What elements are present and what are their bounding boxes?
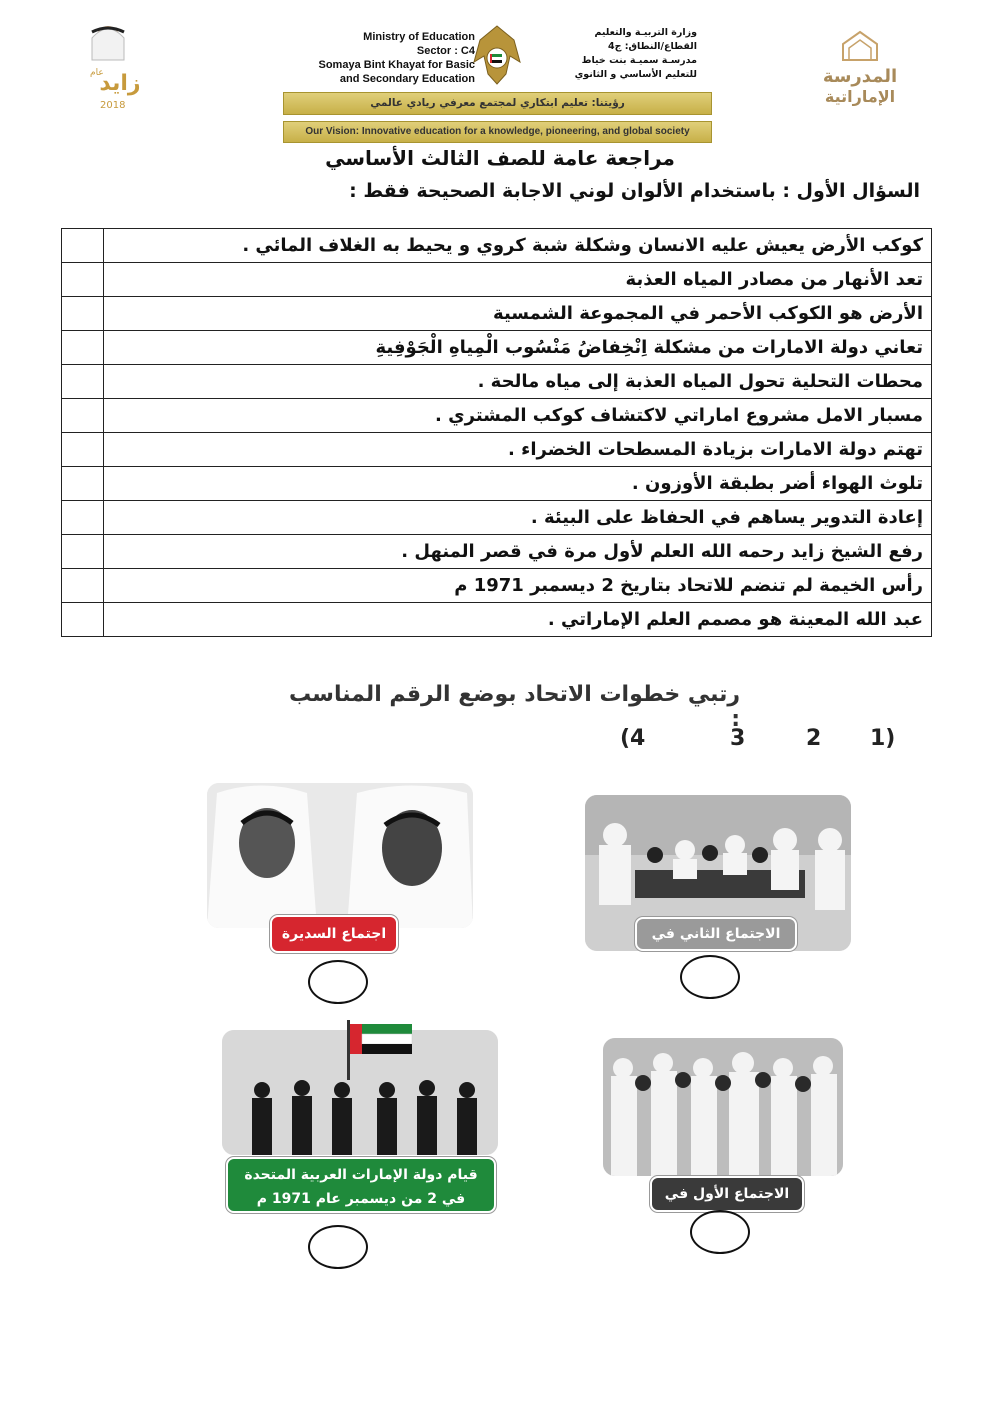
question-2-instruction: رتبي خطوات الاتحاد بوضع الرقم المناسب : (289, 682, 740, 732)
order-number-4: (4 (620, 726, 646, 751)
table-row (62, 331, 932, 365)
statement-text: إعادة التدوير يساهم في الحفاظ على البيئة . (104, 501, 932, 535)
statement-text: تلوث الهواء أضر بطبقة الأوزون . (104, 467, 932, 501)
answer-cell[interactable] (62, 535, 104, 569)
answer-cell[interactable] (62, 297, 104, 331)
ministry-info-arabic (522, 26, 697, 82)
table-row (62, 229, 932, 263)
answer-cell[interactable] (62, 365, 104, 399)
caption-second-dubai-meeting: الاجتماع الثاني في دبي (635, 917, 797, 951)
answer-circle[interactable] (680, 955, 740, 999)
school-type-line-ar: للتعليم الأساسي و الثانوي (574, 69, 697, 80)
emirati-school-logo (805, 30, 915, 110)
statement-text: عبد الله المعينة هو مصمم العلم الإماراتي . (104, 603, 932, 637)
zayed-logo-word: زايد (99, 71, 141, 96)
photo-sudairah-meeting (207, 783, 473, 928)
sector-line-ar: القطاع/النطاق: ج4 (607, 41, 697, 52)
order-number-2: 2 (806, 726, 822, 751)
table-row (62, 467, 932, 501)
table-row (62, 603, 932, 637)
school-logo-line2: الإماراتية (824, 87, 896, 106)
vision-banner-arabic: رؤيتنا: تعليم ابتكاري لمجتمع معرفي ريادي عالمي (283, 92, 712, 115)
table-row (62, 535, 932, 569)
answer-cell[interactable] (62, 399, 104, 433)
answer-cell[interactable] (62, 569, 104, 603)
answer-cell[interactable] (62, 603, 104, 637)
caption-first-dubai-meeting: الاجتماع الأول في دبي (650, 1176, 804, 1212)
school-logo-line1: المدرسة (822, 66, 898, 87)
statement-text: محطات التحلية تحول المياه العذبة إلى مياه مالحة . (104, 365, 932, 399)
answer-circle[interactable] (308, 960, 368, 1004)
answer-cell[interactable] (62, 467, 104, 501)
ministry-line-ar: وزارة التربيـة والتعليم (594, 27, 697, 38)
order-number-1: 1) (870, 726, 896, 751)
leaders-portrait-photo (207, 783, 473, 928)
table-row (62, 569, 932, 603)
statement-text: تهتم دولة الامارات بزيادة المسطحات الخضراء . (104, 433, 932, 467)
page-title: مراجعة عامة للصف الثالث الأساسي (325, 146, 675, 170)
answer-cell[interactable] (62, 331, 104, 365)
answer-cell[interactable] (62, 501, 104, 535)
zayed-logo-year-word: عام (90, 68, 104, 78)
answer-circle[interactable] (690, 1210, 750, 1254)
uae-flag-icon (345, 1020, 415, 1080)
answer-cell[interactable] (62, 263, 104, 297)
table-row (62, 399, 932, 433)
crowd-photo (603, 1038, 843, 1176)
statement-text: مسبار الامل مشروع اماراتي لاكتشاف كوكب المشتري . (104, 399, 932, 433)
sector-line: Sector : C4 (416, 45, 475, 57)
ministry-info-english (285, 30, 475, 86)
school-type-line: and Secondary Education (339, 73, 475, 85)
statement-text: تعد الأنهار من مصادر المياه العذبة (104, 263, 932, 297)
statement-text: الأرض هو الكوكب الأحمر في المجموعة الشمسية (104, 297, 932, 331)
caption-sudairah-meeting: اجتماع السديرة (270, 915, 398, 953)
answer-cell[interactable] (62, 433, 104, 467)
table-row (62, 365, 932, 399)
ministry-line: Ministry of Education (363, 31, 475, 43)
table-row (62, 297, 932, 331)
year-of-zayed-logo (80, 20, 155, 115)
answer-circle[interactable] (308, 1225, 368, 1269)
photo-first-dubai-meeting (603, 1038, 843, 1176)
question-1-instruction: السؤال الأول : باستخدام الألوان لوني الاجابة الصحيحة فقط : (349, 180, 920, 202)
table-row (62, 433, 932, 467)
school-name-line: Somaya Bint Khayat for Basic (318, 59, 475, 71)
table-row (62, 501, 932, 535)
table-row (62, 263, 932, 297)
zayed-logo-year: 2018 (100, 100, 126, 111)
statement-text: كوكب الأرض يعيش عليه الانسان وشكلة شبة كروي و يحيط به الغلاف المائي . (104, 229, 932, 263)
answer-cell[interactable] (62, 229, 104, 263)
statement-text: تعاني دولة الامارات من مشكلة اِنْخِفاضُ مَنْسُوب الْمِياهِ الْجَوْفِيةِ (104, 331, 932, 365)
order-number-3: 3 (730, 726, 746, 751)
statement-text: رأس الخيمة لم تنضم للاتحاد بتاريخ 2 ديسمبر 1971 م (104, 569, 932, 603)
caption-union-line1: قيام دولة الإمارات العربية المتحدة (244, 1167, 478, 1183)
school-name-line-ar: مدرسـة سميـة بنت خياط (581, 55, 697, 66)
statements-table (61, 228, 932, 637)
uae-emblem-icon (470, 22, 525, 90)
caption-union-declaration (226, 1157, 496, 1213)
vision-banner-english: Our Vision: Innovative education for a knowledge, pioneering, and global society (283, 121, 712, 143)
caption-union-line2: في 2 من ديسمبر عام 1971 م (256, 1191, 466, 1207)
statement-text: رفع الشيخ زايد رحمه الله العلم لأول مرة في قصر المنهل . (104, 535, 932, 569)
